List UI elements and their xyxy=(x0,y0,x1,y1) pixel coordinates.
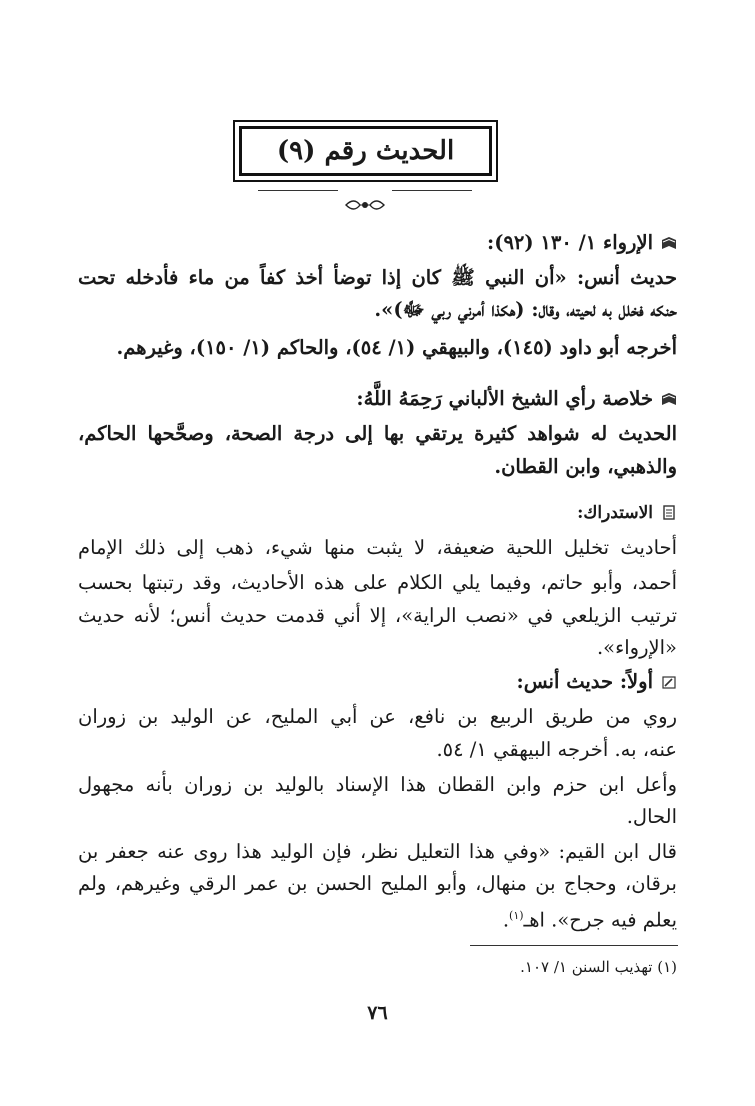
irwa-heading-text: الإرواء ١/ ١٣٠ (٩٢): xyxy=(487,231,653,254)
istidrak-p1-line-2: أحمد، وأبو حاتم، وفيما يلي الكلام على هذه الأحاديث، وقد رتبتها بحسب xyxy=(78,571,677,594)
irwa-heading xyxy=(78,228,677,258)
istidrak-p1-line-3: ترتيب الزيلعي في «نصب الراية»، إلا أني قدمت حديث أنس؛ لأنه حديث xyxy=(78,604,677,627)
istidrak-p4-line-3 xyxy=(78,901,677,936)
summary-line-1: الحديث له شواهد كثيرة يرتقي بها إلى درجة الصحة، وصحَّحها الحاكم، xyxy=(78,422,677,445)
title-box xyxy=(233,120,498,182)
irwa-line-2: حنكه فخلل به لحيته، وقال: (هكذا أمرني ربي ﷻ)». xyxy=(374,298,677,321)
title-rule-right xyxy=(392,190,472,191)
irwa-line-1: حديث أنس: «أن النبي ﷺ كان إذا توضأ أخذ كفاً من ماء فأدخله تحت xyxy=(78,266,677,289)
istidrak-p1-line-4: «الإرواء». xyxy=(596,636,677,659)
footnote: (١) تهذيب السنن ١/ ١٠٧. xyxy=(520,958,677,976)
footnote-rule xyxy=(470,945,678,946)
sentence-end: . xyxy=(502,908,510,932)
istidrak-p4-line-2: برقان، وحجاج بن منهال، وأبو المليح الحسن بن عمر الرقي وغيرهم، ولم xyxy=(78,872,677,895)
summary-line-2: والذهبي، وابن القطان. xyxy=(494,455,677,478)
sub-heading-anas xyxy=(78,667,677,697)
document-icon xyxy=(661,505,677,520)
page-number: ٧٦ xyxy=(367,1002,388,1024)
book-icon xyxy=(661,392,677,407)
istidrak-p2-line-2: عنه، به. أخرجه البيهقي ١/ ٥٤. xyxy=(436,738,677,761)
book-icon xyxy=(661,236,677,251)
page-title: الحديث رقم (٩) xyxy=(239,126,492,176)
istidrak-p2-line-1: روي من طريق الربيع بن نافع، عن أبي المليح، عن الوليد بن زوران xyxy=(78,705,677,728)
pencil-icon xyxy=(661,675,677,690)
summary-heading-text: خلاصة رأي الشيخ الألباني رَحِمَهُ اللَّهُ: xyxy=(356,387,653,410)
istidrak-p1-line-1: أحاديث تخليل اللحية ضعيفة، لا يثبت منها شيء، ذهب إلى ذلك الإمام xyxy=(78,536,677,559)
irwa-takhrij: أخرجه أبو داود (١٤٥)، والبيهقي (١/ ٥٤)، والحاكم (١/ ١٥٠)، وغيرهم. xyxy=(116,336,677,359)
istidrak-p3-line-1: وأعل ابن حزم وابن القطان هذا الإسناد بالوليد بن زوران بأنه مجهول xyxy=(78,773,677,796)
title-rule-left xyxy=(258,190,338,191)
istidrak-heading xyxy=(78,498,677,528)
istidrak-p4-line-1: قال ابن القيم: «وفي هذا التعليل نظر، فإن الوليد هذا روى عنه جعفر بن xyxy=(78,840,677,863)
ornament-icon xyxy=(342,195,388,215)
sub-heading-anas-text: أولاً: حديث أنس: xyxy=(516,670,653,693)
footnote-ref[interactable]: (١) xyxy=(509,909,524,922)
istidrak-p4-line-3-text: يعلم فيه جرح». اهـ xyxy=(523,908,677,932)
summary-heading xyxy=(78,384,677,414)
istidrak-heading-text: الاستدراك: xyxy=(577,503,653,523)
istidrak-p3-line-2: الحال. xyxy=(626,805,677,828)
